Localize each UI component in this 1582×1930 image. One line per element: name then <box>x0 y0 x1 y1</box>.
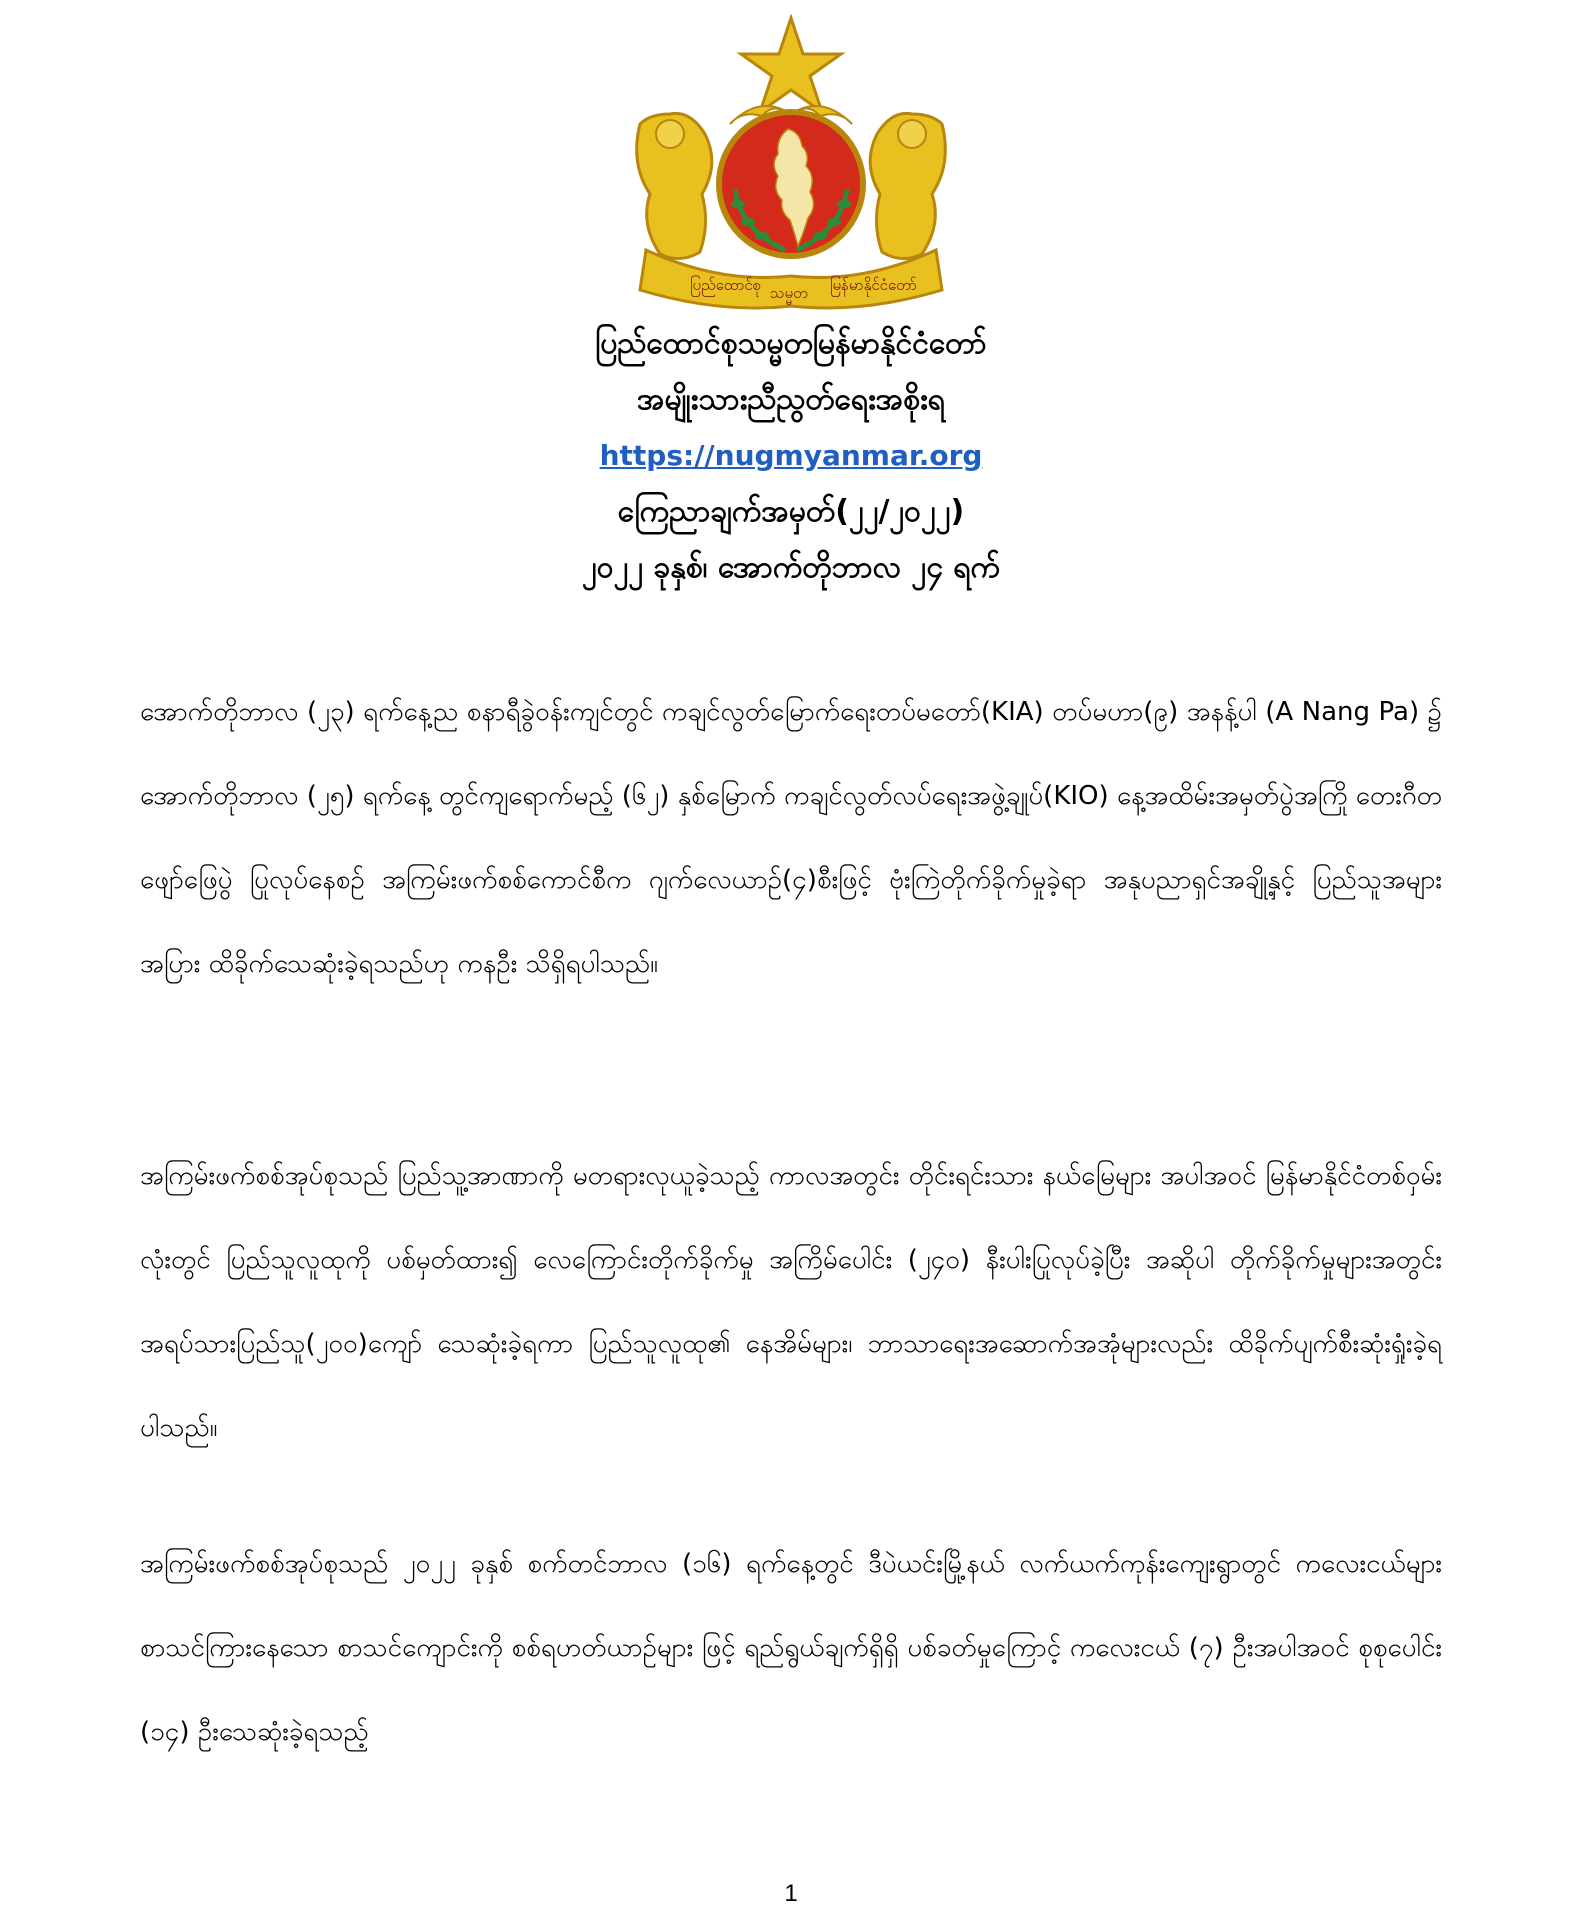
state-seal-icon <box>610 14 972 316</box>
announcement-date: ၂၀၂၂ ခုနှစ်၊ အောက်တိုဘာလ ၂၄ ရက် <box>582 550 1000 585</box>
paragraph-1: အောက်တိုဘာလ (၂၃) ရက်နေ့ည စနာရီခွဲဝန်းကျင်တွင် ကချင်လွတ်မြောက်ရေးတပ်မတော်(KIA) တပ်မဟာ(၉) အနန့်ပါ (A Nang Pa) ၌ အောက်တိုဘာလ (၂၅) ရက်နေ့ တွင်ကျရောက်မည့် (၆၂) နှစ်မြောက် ကချင်လွတ်လပ်ရေးအဖွဲ့ချုပ်(KIO) နေ့အထိမ်းအမှတ်ပွဲအကြို တေးဂီတဖျော်ဖြေပွဲ ပြုလုပ်နေစဉ် အကြမ်းဖက်စစ်ကောင်စီက ဂျက်လေယာဉ်(၄)စီးဖြင့် ဗုံးကြဲတိုက်ခိုက်မှုခဲ့ရာ အနုပညာရှင်အချို့နှင့် ပြည်သူအများအပြား ထိခိုက်သေဆုံးခဲ့ရသည်ဟု ကနဦး သိရှိရပါသည်။ <box>140 697 1442 979</box>
announcement-number: ကြေညာချက်အမှတ်(၂၂/၂၀၂၂) <box>617 494 965 529</box>
website-link[interactable]: https://nugmyanmar.org <box>599 439 983 472</box>
star-icon <box>741 18 841 112</box>
government-subtitle: အမျိုးသားညီညွတ်ရေးအစိုးရ <box>637 382 945 417</box>
paragraph-2: အကြမ်းဖက်စစ်အုပ်စုသည် ပြည်သူ့အာဏာကို မတရားလုယူခဲ့သည့် ကာလအတွင်း တိုင်းရင်းသား နယ်မြေများ အပါအဝင် မြန်မာနိုင်ငံတစ်ဝှမ်းလုံးတွင် ပြည်သူလူထုကို ပစ်မှတ်ထား၍ လေကြောင်းတိုက်ခိုက်မှု အကြိမ်ပေါင်း (၂၄၀) နီးပါးပြုလုပ်ခဲ့ပြီး အဆိုပါ တိုက်ခိုက်မှုများအတွင်း အရပ်သားပြည်သူ(၂၀၀)ကျော် သေဆုံးခဲ့ရကာ ပြည်သူလူထု၏ နေအိမ်များ၊ ဘာသာရေးအဆောက်အအုံများလည်း ထိခိုက်ပျက်စီးဆုံးရှုံးခဲ့ရပါသည်။ <box>140 1161 1442 1443</box>
emblem-banner-center: သမ္မတ <box>770 284 808 302</box>
document-header <box>0 316 1582 596</box>
emblem-banner-left: ပြည်ထောင်စု <box>690 276 762 294</box>
emblem-banner-right: မြန်မာနိုင်ငံတော် <box>830 276 917 294</box>
government-name: ပြည်ထောင်စုသမ္မတမြန်မာနိုင်ငံတော် <box>595 326 987 361</box>
page-number: 1 <box>784 1880 798 1907</box>
paragraph-3: အကြမ်းဖက်စစ်အုပ်စုသည် ၂၀၂၂ ခုနှစ် စက်တင်ဘာလ (၁၆) ရက်နေ့တွင် ဒီပဲယင်းမြို့နယ် လက်ယက်ကုန်းကျေးရွာတွင် ကလေးငယ်များစာသင်ကြားနေသော စာသင်ကျောင်းကို စစ်ရဟတ်ယာဉ်များ ဖြင့် ရည်ရွယ်ချက်ရှိရှိ ပစ်ခတ်မှုကြောင့် ကလေးငယ် (၇) ဦးအပါအဝင် စုစုပေါင်း (၁၄) ဦးသေဆုံးခဲ့ရသည့် <box>140 1549 1442 1747</box>
